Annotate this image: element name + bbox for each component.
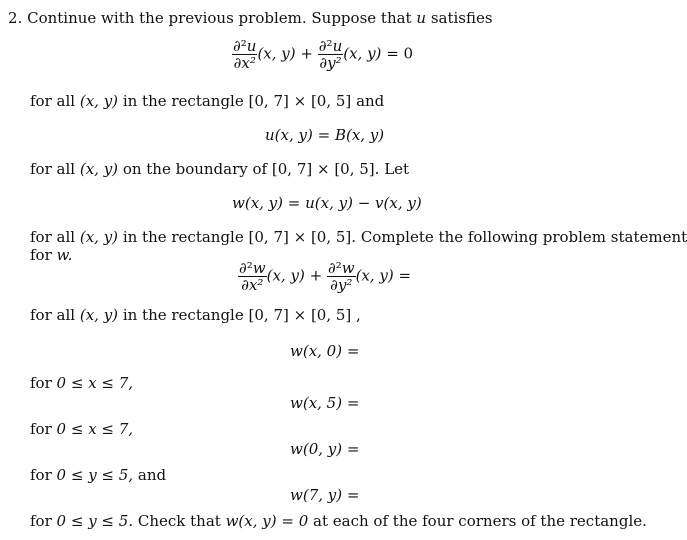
- domain-statement-1: for all (x, y) in the rectangle [0, 7] × [0, 5] and: [30, 92, 385, 110]
- d2w-dy2-fraction: $\frac{\text{∂²w}}{\text{∂y²}}$: [327, 259, 355, 294]
- bc-right-equation: w(7, y) =: [290, 486, 360, 504]
- d2u-dx2-fraction: $\frac{\text{∂²u}}{\text{∂x²}}$: [233, 37, 257, 72]
- bc-top-condition: for 0 ≤ x ≤ 7,: [30, 420, 134, 438]
- bc-left-equation: w(0, y) =: [290, 440, 360, 458]
- domain-statement-2: for all (x, y) in the rectangle [0, 7] × [0, 5]. Complete the following problem statement: [30, 228, 687, 246]
- bc-left-condition: for 0 ≤ y ≤ 5, and: [30, 466, 167, 484]
- bc-bottom-equation: w(x, 0) =: [290, 342, 360, 360]
- problem-intro: 2. Continue with the previous problem. Suppose that u satisfies: [8, 9, 493, 27]
- definition-w: w(x, y) = u(x, y) − v(x, y): [232, 194, 422, 212]
- d2w-dx2-fraction: $\frac{\text{∂²w}}{\text{∂x²}}$: [239, 259, 266, 294]
- bc-top-equation: w(x, 5) =: [290, 394, 360, 412]
- boundary-statement: for all (x, y) on the boundary of [0, 7] × [0, 5]. Let: [30, 160, 410, 178]
- for-w-line: for w.: [30, 246, 73, 264]
- laplace-equation-w: $\frac{\text{∂²w}}{\text{∂x²}}$ (x, y) + $\frac{\text{∂²w}}{\text{∂y²}}$ (x, y) =: [239, 259, 412, 294]
- problem-number: 2.: [8, 9, 23, 27]
- laplace-equation-u: $\frac{\text{∂²u}}{\text{∂x²}}$ (x, y) + $\frac{\text{∂²u}}{\text{∂y²}}$ (x, y) = 0: [233, 37, 414, 72]
- domain-statement-3: for all (x, y) in the rectangle [0, 7] × [0, 5] ,: [30, 306, 361, 324]
- d2u-dy2-fraction: $\frac{\text{∂²u}}{\text{∂y²}}$: [318, 37, 343, 72]
- bc-bottom-condition: for 0 ≤ x ≤ 7,: [30, 374, 134, 392]
- boundary-condition-u: u(x, y) = B(x, y): [265, 126, 385, 144]
- bc-right-condition-and-corner-check: for 0 ≤ y ≤ 5. Check that w(x, y) = 0 at each of the four corners of the rectangle.: [30, 512, 647, 530]
